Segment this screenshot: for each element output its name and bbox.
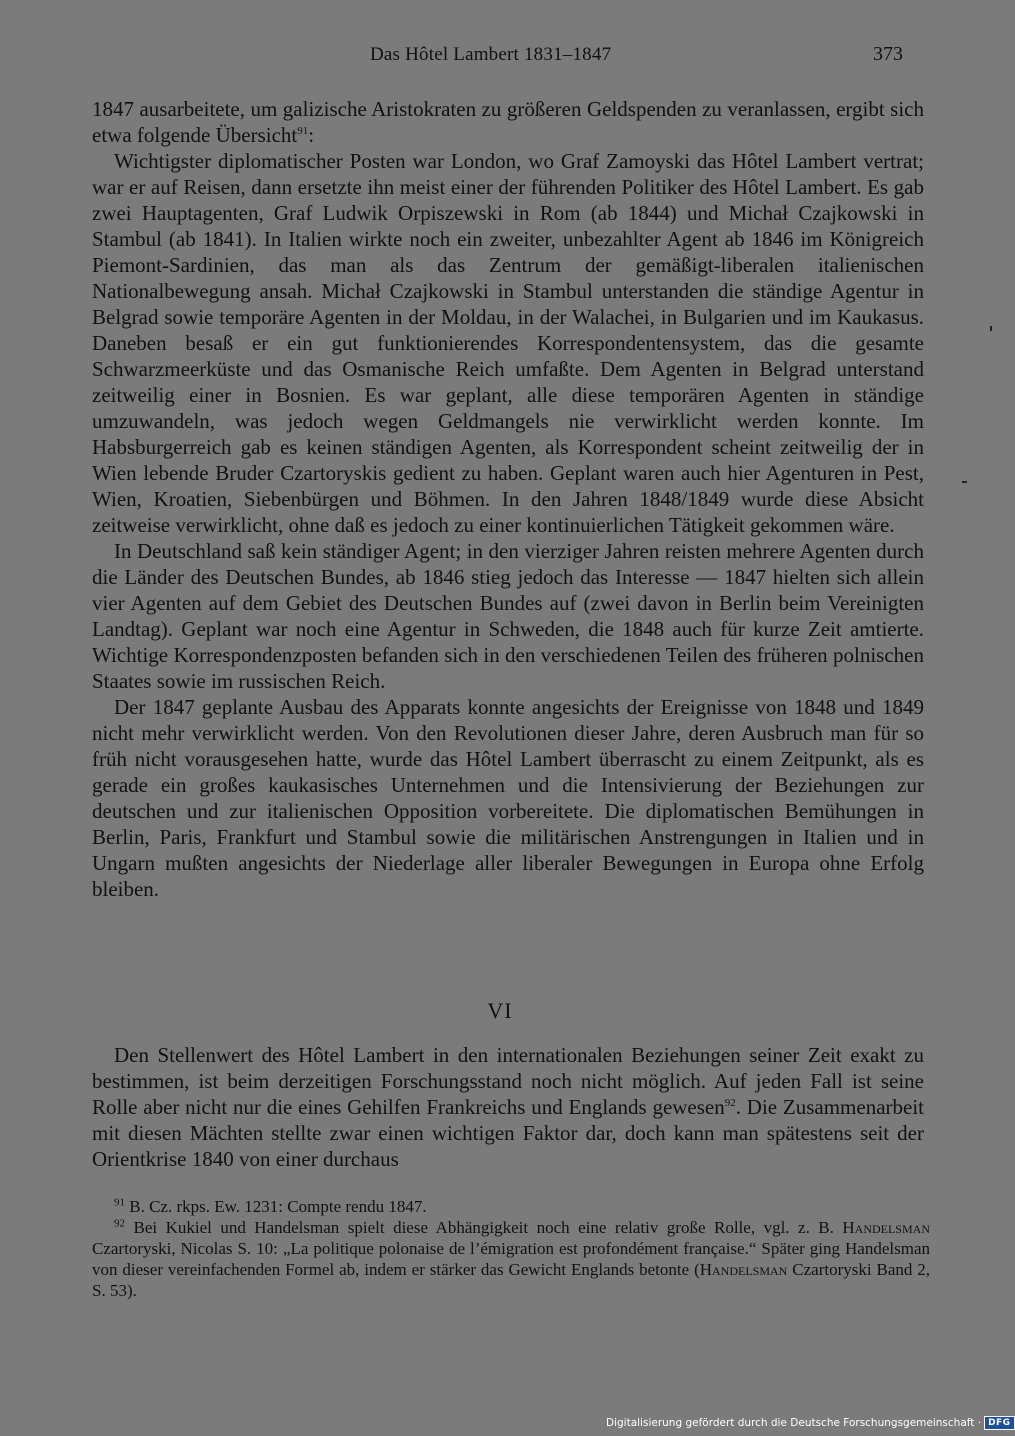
- page-number: 373: [873, 43, 903, 65]
- paragraph-text: :: [308, 123, 315, 147]
- footnote-91: [92, 1196, 930, 1217]
- paragraph-text: Den Stellenwert des Hôtel Lambert in den internationalen Beziehungen seiner Zeit exakt zu bestimmen, ist beim derzeitigen Forschungsstand noch nicht möglich. Auf jeden Fall ist seine Rolle aber nicht nur die eines Gehilfen Frankreichs und Englands gewesen: [92, 1043, 924, 1119]
- footnotes: [92, 1196, 930, 1301]
- footnote-text: Bei Kukiel und Handelsman spielt diese Abhängigkeit noch eine relativ große Rolle, vgl. z. B.: [133, 1218, 834, 1237]
- footnote-mark: 92: [114, 1217, 125, 1230]
- paragraph-diplomatic-posts: Wichtigster diplomatischer Posten war London, wo Graf Zamoyski das Hôtel Lambert vertrat; war er auf Reisen, dann ersetzte ihn meist einer der führenden Politiker des Hôtel Lambert. Es gab zwei Hauptagenten, Graf Ludwik Orpiszewski in Rom (ab 1844) und Michał Czajkowski in Stambul (ab 1841). In Italien wirkte noch ein zweiter, unbezahlter Agent ab 1846 im Königreich Piemont-Sardinien, das man als das Zentrum der gemäßigt-liberalen italienischen Nationalbewegung ansah. Michał Czajkowski in Stambul unterstanden die ständige Agentur in Belgrad sowie temporäre Agenten in der Moldau, in der Walachei, in Bulgarien und im Kaukasus. Daneben besaß er ein gut funktionierendes Korrespondentensystem, das die gesamte Schwarzmeerküste und das Osmanische Reich umfaßte. Dem Agenten in Belgrad unterstand zeitweilig einer in Bosnien. Es war geplant, alle diese temporären Agenten in ständige umzuwandeln, was jedoch wegen Geldmangels nie verwirklicht werden konnte. Im Habsburgerreich gab es keinen ständigen Agenten, als Korrespondent scheint zeitweilig der in Wien lebende Bruder Czartoryskis gedient zu haben. Geplant waren auch hier Agenturen in Pest, Wien, Kroatien, Siebenbürgen und Böhmen. In den Jahren 1848/1849 wurde diese Absicht zeitweise verwirklicht, ohne daß es jedoch zu einer kontinuierlichen Tätigkeit gekommen wäre.: [92, 149, 924, 537]
- footnote-text: Czartoryski, Nicolas S. 10: „La politique polonaise de l’émigration est profondément française.“ Später ging Handelsman von dieser vereinfachenden Formel ab, indem er stärker das Gewicht Englands betonte (: [92, 1239, 930, 1279]
- running-header-title: Das Hôtel Lambert 1831–1847: [370, 44, 612, 65]
- scan-speck: [990, 326, 992, 331]
- author-name: Handelsman: [699, 1260, 788, 1279]
- footnote-text: Czartoryski Band 2, S. 53).: [92, 1260, 931, 1300]
- paragraph-germany: In Deutschland saß kein ständiger Agent; in den vierziger Jahren reisten mehrere Agenten durch die Länder des Deutschen Bundes, ab 1846 stieg jedoch das Interesse — 1847 hielten sich allein vier Agenten auf dem Gebiet des Deutschen Bundes auf (zwei davon in Berlin beim Vereinigten Landtag). Geplant war noch eine Agentur in Schweden, die 1848 auch für kurze Zeit amtierte. Wichtige Korrespondenzposten befanden sich in den verschiedenen Teilen des früheren polnischen Staates sowie im russischen Reich.: [92, 539, 924, 693]
- section-heading: VI: [487, 998, 513, 1023]
- main-text: [92, 96, 924, 902]
- paragraph-text: 1847 ausarbeitete, um galizische Aristokraten zu größeren Geldspenden zu veranlassen, ergibt sich etwa folgende Übersicht: [92, 97, 924, 147]
- footnote-mark: 91: [114, 1196, 125, 1209]
- credit-text: Digitalisierung gefördert durch die Deutsche Forschungsgemeinschaft ·: [606, 1417, 982, 1429]
- dfg-logo: DFG: [984, 1416, 1015, 1430]
- digitization-credit: [606, 1414, 1015, 1432]
- scan-speck: [962, 481, 967, 483]
- paragraph-text: . Die Zusammenarbeit mit diesen Mächten stellte zwar einen wichtigen Faktor dar, doch kann man spätestens seit der Orientkrise 1840 von einer durchaus: [92, 1095, 925, 1171]
- footnote-92: [92, 1217, 930, 1301]
- paragraph-international-relations: [92, 1042, 924, 1172]
- paragraph-continuation: [92, 96, 924, 148]
- author-name: Handelsman: [842, 1218, 930, 1237]
- footnote-text: B. Cz. rkps. Ew. 1231: Compte rendu 1847.: [129, 1197, 427, 1216]
- section-text: [92, 1042, 924, 1172]
- footnote-reference-92: 92: [724, 1097, 736, 1109]
- footnote-reference-91: 91: [297, 125, 309, 137]
- paragraph-revolutions: Der 1847 geplante Ausbau des Apparats konnte angesichts der Ereignisse von 1848 und 1849 nicht mehr verwirklicht werden. Von den Revolutionen dieser Jahre, deren Ausbruch man für so früh nicht vorausgesehen hatte, wurde das Hôtel Lambert überrascht zu einem Zeitpunkt, als es gerade ein großes kaukasisches Unternehmen und die Intensivierung der Beziehungen zur deutschen und zur italienischen Opposition vorbereitete. Die diplomatischen Bemühungen in Berlin, Paris, Frankfurt und Stambul sowie die militärischen Anstrengungen in Italien und in Ungarn mußten angesichts der Niederlage aller liberaler Bewegungen in Europa ohne Erfolg bleiben.: [92, 695, 924, 901]
